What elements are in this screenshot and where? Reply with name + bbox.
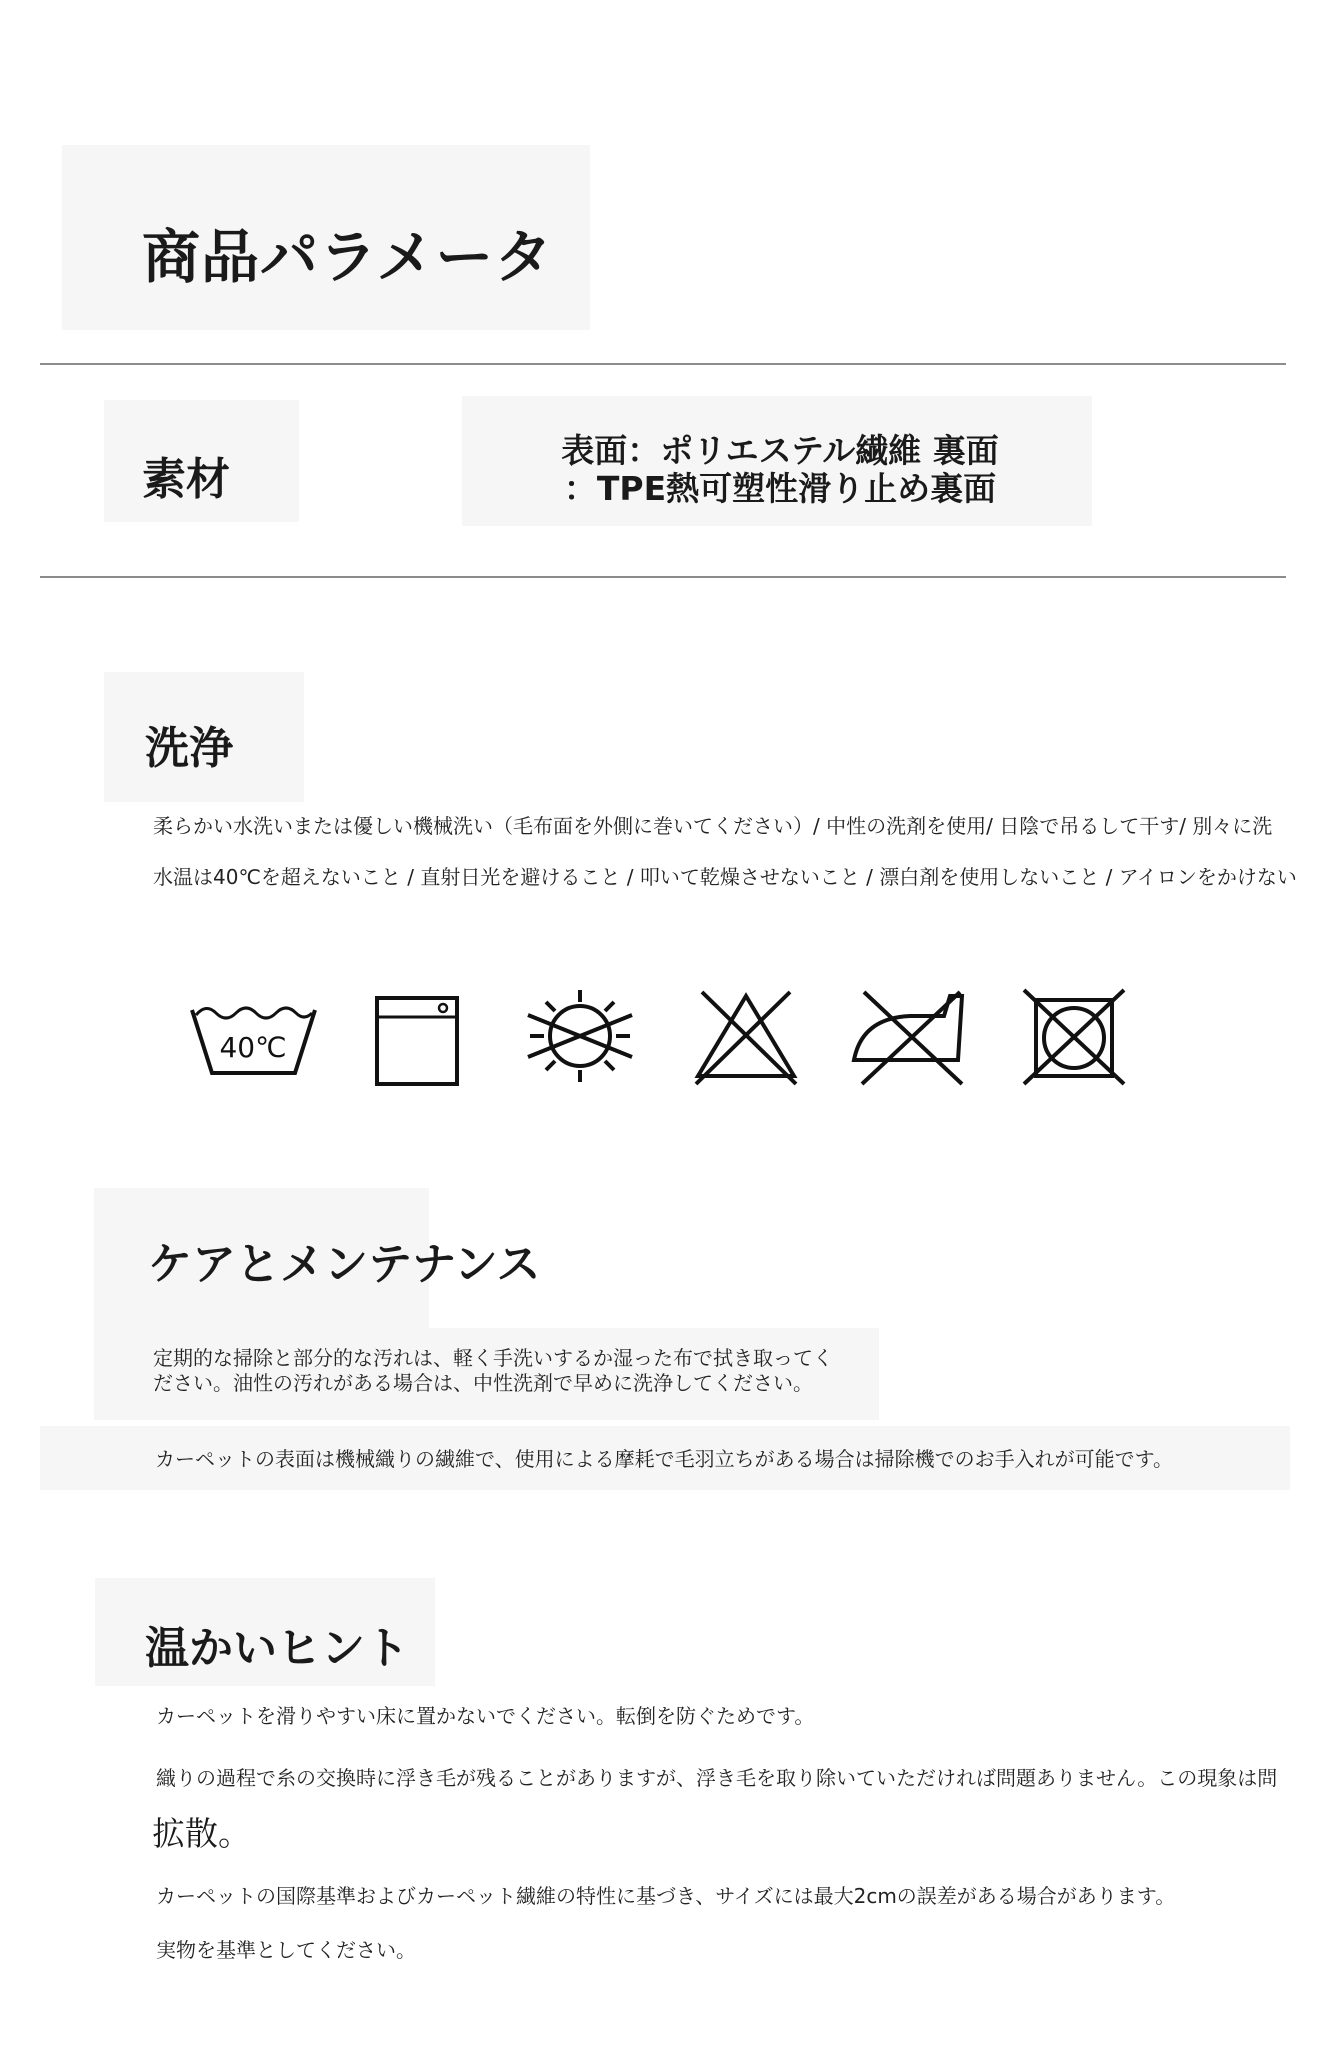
- care-paragraph-1: [153, 1346, 833, 1396]
- tips-line4: カーペットの国際基準およびカーペット繊維の特性に基づき、サイズには最大2cmの誤差がある場合があります。: [156, 1884, 1176, 1908]
- machine-wash-icon: [374, 995, 460, 1087]
- page-title: 商品パラメータ: [142, 223, 554, 291]
- care-paragraph-2: カーペットの表面は機械織りの繊維で、使用による摩耗で毛羽立ちがある場合は掃除機でのお手入れが可能です。: [155, 1447, 1173, 1471]
- care-para1-line2: ださい。油性の汚れがある場合は、中性洗剤で早めに洗浄してください。: [153, 1371, 813, 1395]
- material-value: [520, 432, 1040, 508]
- no-bleach-icon: [690, 988, 802, 1086]
- material-value-line1: 表面：ポリエステル繊維 裏面: [561, 431, 999, 470]
- tips-line5: 実物を基準としてください。: [156, 1938, 416, 1962]
- care-heading: ケアとメンテナンス: [148, 1239, 541, 1290]
- divider: [40, 363, 1286, 365]
- wash-temp-label: 40℃: [219, 1031, 287, 1064]
- tips-heading: 温かいヒント: [145, 1623, 409, 1674]
- wash-40c-icon: [190, 995, 320, 1080]
- washing-heading: 洗浄: [145, 723, 233, 774]
- material-value-line2: ：TPE熱可塑性滑り止め裏面: [563, 469, 997, 508]
- care-para1-line1: 定期的な掃除と部分的な汚れは、軽く手洗いするか湿った布で拭き取ってく: [153, 1346, 833, 1370]
- washing-line2: 水温は40℃を超えないこと / 直射日光を避けること / 叩いて乾燥させないこと / 漂白剤を使用しないこと / アイロンをかけない: [153, 865, 1297, 889]
- washing-line1: 柔らかい水洗いまたは優しい機械洗い（毛布面を外側に巻いてください）/ 中性の洗剤を使用/ 日陰で吊るして干す/ 別々に洗: [153, 814, 1273, 838]
- material-label: 素材: [142, 454, 230, 505]
- divider: [40, 576, 1286, 578]
- no-tumble-dry-icon: [1020, 988, 1128, 1086]
- no-sun-dry-icon: [522, 985, 638, 1087]
- tips-line1: カーペットを滑りやすい床に置かないでください。転倒を防ぐためです。: [156, 1704, 815, 1728]
- no-iron-icon: [850, 988, 970, 1086]
- tips-line2: 織りの過程で糸の交換時に浮き毛が残ることがありますが、浮き毛を取り除いていただければ問題ありません。この現象は問: [156, 1766, 1278, 1790]
- tips-line3: 拡散。: [152, 1814, 251, 1853]
